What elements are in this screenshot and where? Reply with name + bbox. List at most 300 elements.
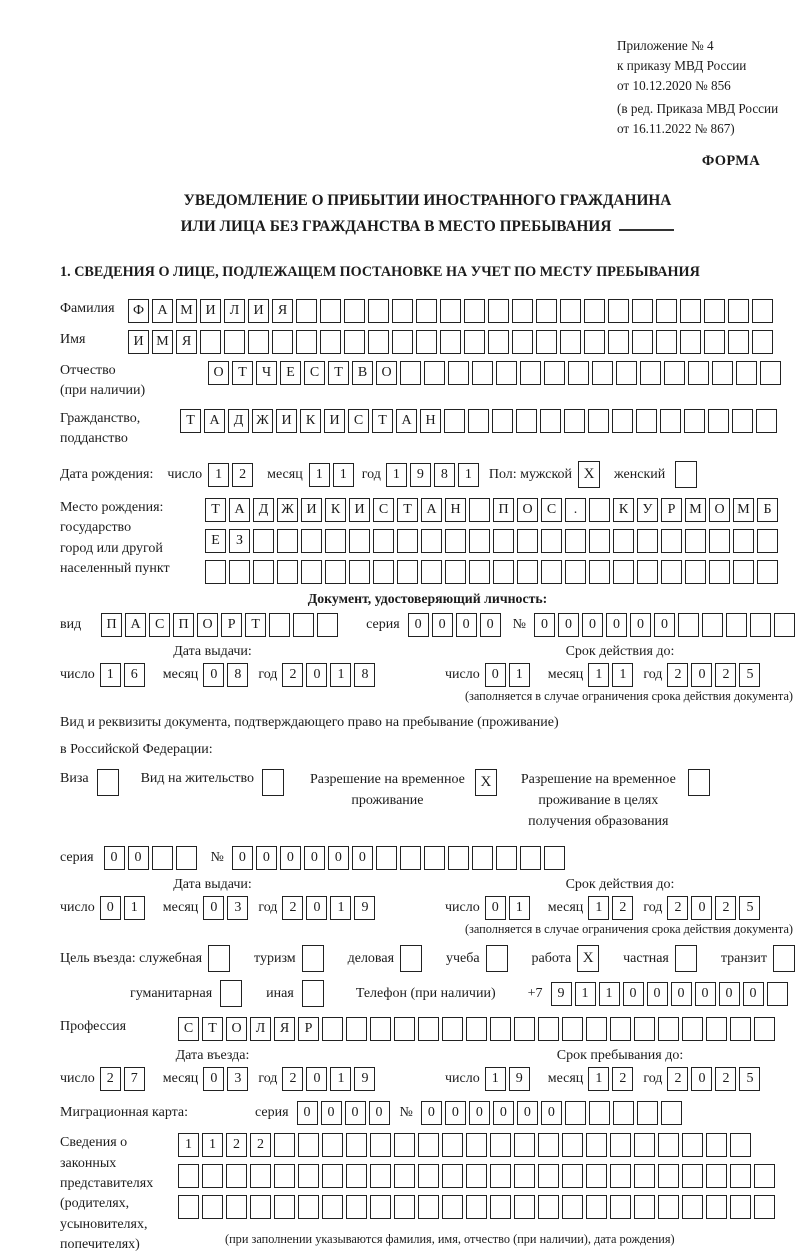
char-box: 0: [534, 613, 555, 637]
purpose-humanitarian-checkbox: [220, 980, 242, 1007]
char-box: [320, 330, 341, 354]
profession-label: Профессия: [60, 1019, 127, 1035]
char-box: 0: [671, 982, 692, 1006]
char-box: [564, 409, 585, 433]
char-box: [560, 330, 581, 354]
char-box: 0: [345, 1101, 366, 1125]
patronymic-boxes: [208, 361, 781, 385]
char-box: [732, 409, 753, 433]
purpose-other-checkbox: [302, 980, 324, 1007]
char-box: [517, 529, 538, 553]
char-box: [706, 1164, 727, 1188]
char-box: 2: [667, 1067, 688, 1091]
char-box: [514, 1017, 535, 1041]
char-box: [682, 1164, 703, 1188]
char-box: .: [565, 498, 586, 522]
residence-number-boxes: [232, 846, 565, 870]
char-box: [344, 299, 365, 323]
char-box: [538, 1017, 559, 1041]
name-boxes: [128, 330, 773, 354]
char-box: [418, 1133, 439, 1157]
char-box: 0: [104, 846, 125, 870]
char-box: [565, 1101, 586, 1125]
char-box: [706, 1133, 727, 1157]
char-box: [488, 330, 509, 354]
year-label: год: [258, 900, 278, 916]
day-label: число: [60, 900, 95, 916]
header-line: (в ред. Приказа МВД России: [617, 101, 779, 117]
char-box: [706, 1017, 727, 1041]
migration-series-boxes: [297, 1101, 390, 1125]
char-box: [325, 529, 346, 553]
stay-until-fields: [445, 1067, 795, 1091]
purpose-row: [60, 945, 795, 972]
char-box: 0: [541, 1101, 562, 1125]
char-box: [302, 980, 324, 1007]
char-box: [708, 409, 729, 433]
char-box: [346, 1164, 367, 1188]
birth-place-row3-boxes: [205, 560, 778, 584]
char-box: [346, 1195, 367, 1219]
char-box: [632, 330, 653, 354]
form-title-line2: ИЛИ ЛИЦА БЕЗ ГРАЖДАНСТВА В МЕСТО ПРЕБЫВАНИЯ: [60, 214, 795, 240]
char-box: [493, 529, 514, 553]
char-box: 0: [306, 1067, 327, 1091]
char-box: А: [125, 613, 146, 637]
char-box: [733, 560, 754, 584]
year-label: год: [643, 900, 663, 916]
valid-until-fields: [445, 896, 795, 920]
issue-date-fields: [60, 896, 445, 920]
char-box: 3: [227, 1067, 248, 1091]
char-box: 2: [612, 896, 633, 920]
issue-year-boxes: [282, 896, 375, 920]
char-box: 0: [719, 982, 740, 1006]
char-box: [277, 529, 298, 553]
char-box: [370, 1017, 391, 1041]
char-box: [514, 1164, 535, 1188]
char-box: [520, 361, 541, 385]
char-box: [658, 1164, 679, 1188]
migration-card-label: Миграционная карта:: [60, 1105, 189, 1121]
sex-male-label: Пол: мужской: [488, 466, 573, 482]
char-box: 1: [333, 463, 354, 487]
char-box: 0: [630, 613, 651, 637]
valid-day-boxes: [485, 663, 530, 687]
residence-permit-label: Вид на жительство: [140, 771, 254, 787]
char-box: Б: [757, 498, 778, 522]
char-box: М: [733, 498, 754, 522]
char-box: 9: [354, 1067, 375, 1091]
char-box: [466, 1164, 487, 1188]
char-box: [730, 1133, 751, 1157]
char-box: 1: [588, 1067, 609, 1091]
char-box: 9: [551, 982, 572, 1006]
char-box: [757, 529, 778, 553]
residence-doc-intro: Вид и реквизиты документа, подтверждающего право на пребывание (проживание) в Российской Федерации:: [60, 715, 559, 757]
char-box: 9: [354, 896, 375, 920]
purpose-private-checkbox: [675, 945, 697, 972]
number-label: №: [399, 1105, 413, 1121]
char-box: [424, 846, 445, 870]
char-box: 0: [647, 982, 668, 1006]
char-box: [397, 560, 418, 584]
char-box: [442, 1017, 463, 1041]
char-box: [709, 560, 730, 584]
char-box: 0: [256, 846, 277, 870]
char-box: 2: [667, 896, 688, 920]
char-box: [728, 299, 749, 323]
doc-number-label: №: [512, 617, 526, 633]
char-box: [301, 560, 322, 584]
header-line: к приказу МВД России: [617, 57, 747, 73]
char-box: 1: [458, 463, 479, 487]
char-box: Т: [202, 1017, 223, 1041]
char-box: [750, 613, 771, 637]
char-box: 2: [250, 1133, 271, 1157]
char-box: 0: [128, 846, 149, 870]
char-box: И: [349, 498, 370, 522]
char-box: [250, 1164, 271, 1188]
form-title: [60, 188, 795, 240]
char-box: [370, 1164, 391, 1188]
identity-doc-heading: Документ, удостоверяющий личность:: [307, 591, 548, 607]
char-box: [704, 299, 725, 323]
issue-date-block: [60, 877, 445, 920]
migration-number-boxes: [421, 1101, 682, 1125]
stay-month-boxes: [588, 1067, 633, 1091]
char-box: 2: [232, 463, 253, 487]
phone-prefix: +7: [527, 985, 543, 1001]
char-box: У: [637, 498, 658, 522]
char-box: [469, 560, 490, 584]
char-box: [394, 1195, 415, 1219]
char-box: 3: [227, 896, 248, 920]
char-box: Я: [176, 330, 197, 354]
char-box: [368, 330, 389, 354]
char-box: Ч: [256, 361, 277, 385]
representatives-rows: [178, 1133, 775, 1247]
stay-until-heading: Срок пребывания до:: [556, 1048, 684, 1064]
char-box: [586, 1017, 607, 1041]
char-box: [274, 1195, 295, 1219]
char-box: М: [685, 498, 706, 522]
year-label: год: [258, 1071, 278, 1087]
char-box: [349, 529, 370, 553]
char-box: 2: [715, 663, 736, 687]
char-box: [612, 409, 633, 433]
char-box: [675, 461, 697, 488]
identity-doc-dates: [60, 644, 795, 687]
patronymic-row: [60, 361, 795, 402]
char-box: [445, 560, 466, 584]
sex-female-checkbox: [675, 461, 697, 488]
char-box: [394, 1133, 415, 1157]
char-box: [661, 529, 682, 553]
char-box: [610, 1195, 631, 1219]
purpose-business: деловая: [348, 945, 422, 972]
char-box: [538, 1195, 559, 1219]
residence-permit-checkbox: [262, 769, 284, 796]
char-box: 1: [386, 463, 407, 487]
char-box: [760, 361, 781, 385]
valid-day-boxes: [485, 896, 530, 920]
char-box: С: [541, 498, 562, 522]
issue-date-block: [60, 644, 445, 687]
char-box: [613, 560, 634, 584]
char-box: [517, 560, 538, 584]
char-box: [421, 560, 442, 584]
char-box: 1: [612, 663, 633, 687]
char-box: 2: [282, 896, 303, 920]
char-box: [586, 1195, 607, 1219]
char-box: 1: [599, 982, 620, 1006]
valid-until-block: [445, 877, 795, 920]
char-box: 1: [588, 663, 609, 687]
char-box: [445, 529, 466, 553]
visa-label: Виза: [60, 771, 89, 787]
purpose-tourism: туризм: [254, 945, 324, 972]
char-box: 0: [280, 846, 301, 870]
residence-doc-types-row: [60, 769, 795, 832]
char-box: [589, 560, 610, 584]
char-box: [370, 1133, 391, 1157]
valid-year-boxes: [667, 896, 760, 920]
entry-date-block: [60, 1048, 445, 1091]
char-box: [685, 560, 706, 584]
char-box: X: [578, 461, 600, 488]
char-box: [418, 1164, 439, 1188]
char-box: [440, 330, 461, 354]
char-box: [490, 1133, 511, 1157]
char-box: [562, 1164, 583, 1188]
char-box: [544, 361, 565, 385]
phone-label: Телефон (при наличии): [355, 985, 496, 1001]
edu-residence-checkbox: [688, 769, 710, 796]
char-box: 0: [582, 613, 603, 637]
char-box: [658, 1195, 679, 1219]
char-box: 0: [623, 982, 644, 1006]
char-box: [466, 1195, 487, 1219]
char-box: 0: [306, 896, 327, 920]
char-box: 0: [100, 896, 121, 920]
char-box: Е: [205, 529, 226, 553]
char-box: [373, 560, 394, 584]
entry-day-boxes: [100, 1067, 145, 1091]
char-box: [608, 299, 629, 323]
char-box: [538, 1164, 559, 1188]
char-box: [97, 769, 119, 796]
char-box: [613, 529, 634, 553]
month-label: месяц: [547, 900, 584, 916]
char-box: [562, 1133, 583, 1157]
char-box: Д: [228, 409, 249, 433]
char-box: Ф: [128, 299, 149, 323]
month-label: месяц: [547, 667, 584, 683]
char-box: [421, 529, 442, 553]
char-box: [496, 846, 517, 870]
purpose-study-checkbox: [486, 945, 508, 972]
valid-until-heading: Срок действия до:: [565, 644, 675, 660]
char-box: X: [577, 945, 599, 972]
char-box: Р: [661, 498, 682, 522]
char-box: [536, 299, 557, 323]
char-box: [176, 846, 197, 870]
year-label: год: [643, 1071, 663, 1087]
temp-residence-checkbox: [475, 769, 497, 796]
char-box: Н: [445, 498, 466, 522]
month-label: месяц: [162, 667, 199, 683]
char-box: [202, 1164, 223, 1188]
char-box: [490, 1164, 511, 1188]
char-box: [274, 1164, 295, 1188]
char-box: [464, 299, 485, 323]
char-box: [344, 330, 365, 354]
char-box: В: [352, 361, 373, 385]
char-box: [229, 560, 250, 584]
char-box: Т: [232, 361, 253, 385]
char-box: [608, 330, 629, 354]
char-box: Т: [180, 409, 201, 433]
char-box: [728, 330, 749, 354]
char-box: [469, 529, 490, 553]
char-box: [514, 1195, 535, 1219]
representatives-block: [60, 1133, 795, 1255]
issue-day-boxes: [100, 663, 145, 687]
char-box: 2: [715, 1067, 736, 1091]
purpose-transit: транзит: [721, 945, 795, 972]
char-box: [466, 1017, 487, 1041]
char-box: Я: [272, 299, 293, 323]
char-box: С: [348, 409, 369, 433]
char-box: [634, 1195, 655, 1219]
char-box: [562, 1195, 583, 1219]
char-box: [486, 945, 508, 972]
char-box: [616, 361, 637, 385]
char-box: [589, 1101, 610, 1125]
section1-heading: 1. СВЕДЕНИЯ О ЛИЦЕ, ПОДЛЕЖАЩЕМ ПОСТАНОВКЕ НА УЧЕТ ПО МЕСТУ ПРЕБЫВАНИЯ: [60, 263, 700, 280]
form-title-line1: УВЕДОМЛЕНИЕ О ПРИБЫТИИ ИНОСТРАННОГО ГРАЖДАНИНА: [183, 191, 672, 209]
char-box: [774, 613, 795, 637]
char-box: Л: [224, 299, 245, 323]
purpose-official: Цель въезда: служебная: [60, 945, 230, 972]
char-box: [416, 330, 437, 354]
char-box: [565, 560, 586, 584]
char-box: [586, 1133, 607, 1157]
char-box: 0: [743, 982, 764, 1006]
day-label: число: [445, 900, 480, 916]
month-label: месяц: [547, 1071, 584, 1087]
char-box: [754, 1017, 775, 1041]
char-box: [730, 1017, 751, 1041]
char-box: [658, 1017, 679, 1041]
char-box: [262, 769, 284, 796]
char-box: 2: [226, 1133, 247, 1157]
stay-year-boxes: [667, 1067, 760, 1091]
char-box: [709, 529, 730, 553]
char-box: 0: [517, 1101, 538, 1125]
char-box: [589, 498, 610, 522]
char-box: А: [229, 498, 250, 522]
year-label: год: [643, 667, 663, 683]
char-box: [442, 1195, 463, 1219]
char-box: [418, 1017, 439, 1041]
purpose-study: учеба: [446, 945, 508, 972]
char-box: [320, 299, 341, 323]
char-box: О: [208, 361, 229, 385]
char-box: О: [709, 498, 730, 522]
char-box: [178, 1164, 199, 1188]
citizenship-row: [60, 409, 795, 450]
char-box: [636, 409, 657, 433]
char-box: 0: [654, 613, 675, 637]
purpose-row2: [130, 980, 795, 1007]
char-box: 2: [282, 1067, 303, 1091]
residence-doc-series-row: [60, 846, 795, 870]
char-box: 0: [297, 1101, 318, 1125]
name-row: [60, 330, 795, 354]
birth-place-block: [60, 498, 795, 584]
char-box: Т: [328, 361, 349, 385]
char-box: 2: [282, 663, 303, 687]
doc-series-boxes: [408, 613, 501, 637]
validity-note: (заполняется в случае ограничения срока действия документа): [464, 689, 793, 704]
char-box: 0: [695, 982, 716, 1006]
char-box: [440, 299, 461, 323]
month-label: месяц: [162, 900, 199, 916]
char-box: [757, 560, 778, 584]
char-box: [472, 846, 493, 870]
month-label: месяц: [267, 466, 303, 482]
char-box: Д: [253, 498, 274, 522]
char-box: [250, 1195, 271, 1219]
sex-male-checkbox: [578, 461, 600, 488]
char-box: 0: [369, 1101, 390, 1125]
stay-day-boxes: [485, 1067, 530, 1091]
form-body: [60, 299, 795, 1255]
char-box: [589, 529, 610, 553]
purpose-work-checkbox: [577, 945, 599, 972]
char-box: 0: [558, 613, 579, 637]
char-box: [205, 560, 226, 584]
char-box: [678, 613, 699, 637]
char-box: 6: [124, 663, 145, 687]
char-box: 0: [203, 663, 224, 687]
char-box: [516, 409, 537, 433]
char-box: [661, 560, 682, 584]
char-box: [613, 1101, 634, 1125]
char-box: [632, 299, 653, 323]
char-box: 1: [330, 896, 351, 920]
char-box: 0: [606, 613, 627, 637]
doc-number-boxes: [534, 613, 795, 637]
char-box: [584, 330, 605, 354]
char-box: [584, 299, 605, 323]
char-box: [610, 1133, 631, 1157]
char-box: [178, 1195, 199, 1219]
char-box: [226, 1164, 247, 1188]
char-box: [704, 330, 725, 354]
doc-series-label: серия: [366, 617, 400, 633]
residence-series-boxes: [104, 846, 197, 870]
char-box: [688, 769, 710, 796]
char-box: И: [301, 498, 322, 522]
char-box: [472, 361, 493, 385]
issue-day-boxes: [100, 896, 145, 920]
char-box: 0: [493, 1101, 514, 1125]
char-box: [493, 560, 514, 584]
issue-date-fields: [60, 663, 445, 687]
